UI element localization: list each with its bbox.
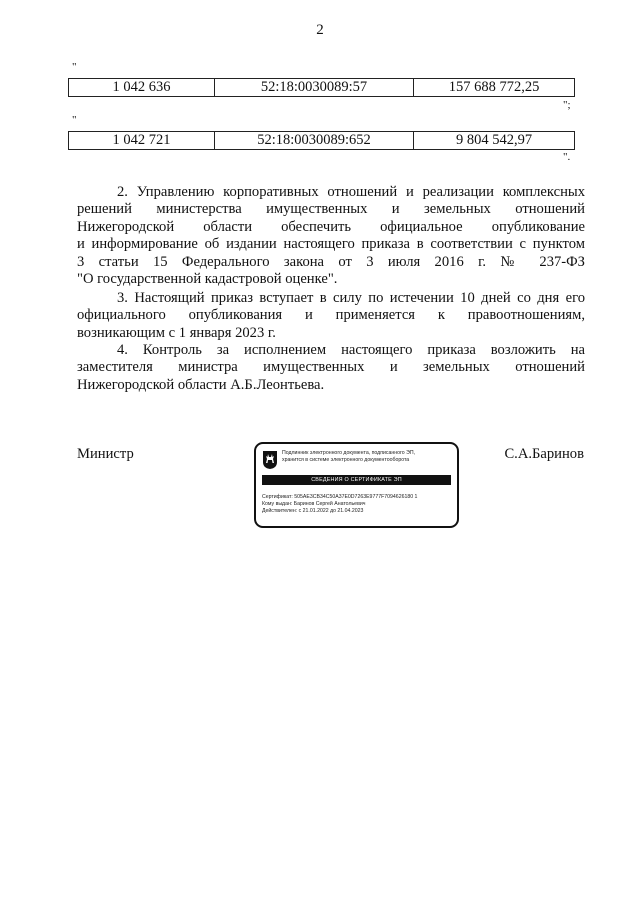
table-cell-cadastral-number: 52:18:0030089:57	[215, 79, 414, 97]
stamp-notice-line: хранится в системе электронного документооборота	[282, 456, 410, 463]
stamp-value: с 21.01.2022 до 21.04.2023	[298, 508, 364, 514]
stamp-label: Сертификат:	[262, 494, 293, 500]
open-quote-1: "	[72, 61, 77, 73]
stamp-notice-line: Подлинник электронного документа, подписанного ЭП,	[282, 450, 416, 456]
nizhny-novgorod-deer-emblem-icon	[262, 450, 278, 470]
close-quote-1: ";	[563, 99, 571, 111]
paragraph-line: и информирование об издании настоящего приказа в соответствии с пунктом	[77, 236, 585, 253]
table-cell-cadastral-number: 52:18:0030089:652	[215, 132, 414, 150]
table-cell-number: 1 042 636	[69, 79, 215, 97]
open-quote-2: "	[72, 114, 77, 126]
stamp-header: СВЕДЕНИЯ О СЕРТИФИКАТЕ ЭП	[262, 475, 451, 485]
close-quote-2: ".	[563, 151, 571, 163]
paragraph-line: Нижегородской области А.Б.Леонтьева.	[77, 376, 325, 393]
paragraph-line: 4. Контроль за исполнением настоящего приказа возложить на	[117, 342, 585, 358]
signatory-name: С.А.Баринов	[504, 446, 584, 462]
page-number: 2	[316, 22, 324, 38]
paragraph-line: 2. Управлению корпоративных отношений и реализации комплексных	[117, 184, 585, 200]
stamp-notice	[282, 450, 454, 463]
paragraph-line: 3. Настоящий приказ вступает в силу по истечении 10 дней со дня его	[117, 290, 585, 306]
stamp-label: Действителен:	[262, 508, 298, 514]
paragraph-line: решений министерства имущественных и земельных отношений	[77, 201, 585, 218]
paragraph-line: возникающим с 1 января 2023 г.	[77, 324, 276, 341]
paragraph-3	[77, 290, 585, 342]
stamp-owner-row	[262, 501, 365, 508]
stamp-validity-row	[262, 508, 363, 515]
stamp-certificate-row	[262, 494, 417, 501]
paragraph-line: "О государственной кадастровой оценке".	[77, 270, 338, 287]
table-row	[69, 132, 575, 150]
amendment-table-1	[68, 78, 575, 97]
table-cell-value: 9 804 542,97	[414, 132, 575, 150]
table-row	[69, 79, 575, 97]
paragraph-4	[77, 342, 585, 394]
amendment-table-2	[68, 131, 575, 150]
paragraph-line: официального опубликования и применяется к правоотношениям,	[77, 307, 585, 324]
table-cell-number: 1 042 721	[69, 132, 215, 150]
stamp-value: Баринов Сергей Анатольевич	[293, 501, 366, 507]
electronic-signature-stamp	[254, 442, 459, 528]
paragraph-line: Нижегородской области обеспечить официальное опубликование	[77, 218, 585, 235]
paragraph-line: 3 статьи 15 Федерального закона от 3 июля 2016 г. № 237-ФЗ	[77, 253, 585, 270]
stamp-value: 505AE3CB34C50A37E0D7263E9777F7094626180 1	[294, 494, 418, 500]
paragraph-line: заместителя министра имущественных и земельных отношений	[77, 359, 585, 376]
paragraph-2	[77, 184, 585, 288]
stamp-label: Кому выдан:	[262, 501, 293, 507]
signatory-position: Министр	[77, 446, 134, 462]
table-cell-value: 157 688 772,25	[414, 79, 575, 97]
